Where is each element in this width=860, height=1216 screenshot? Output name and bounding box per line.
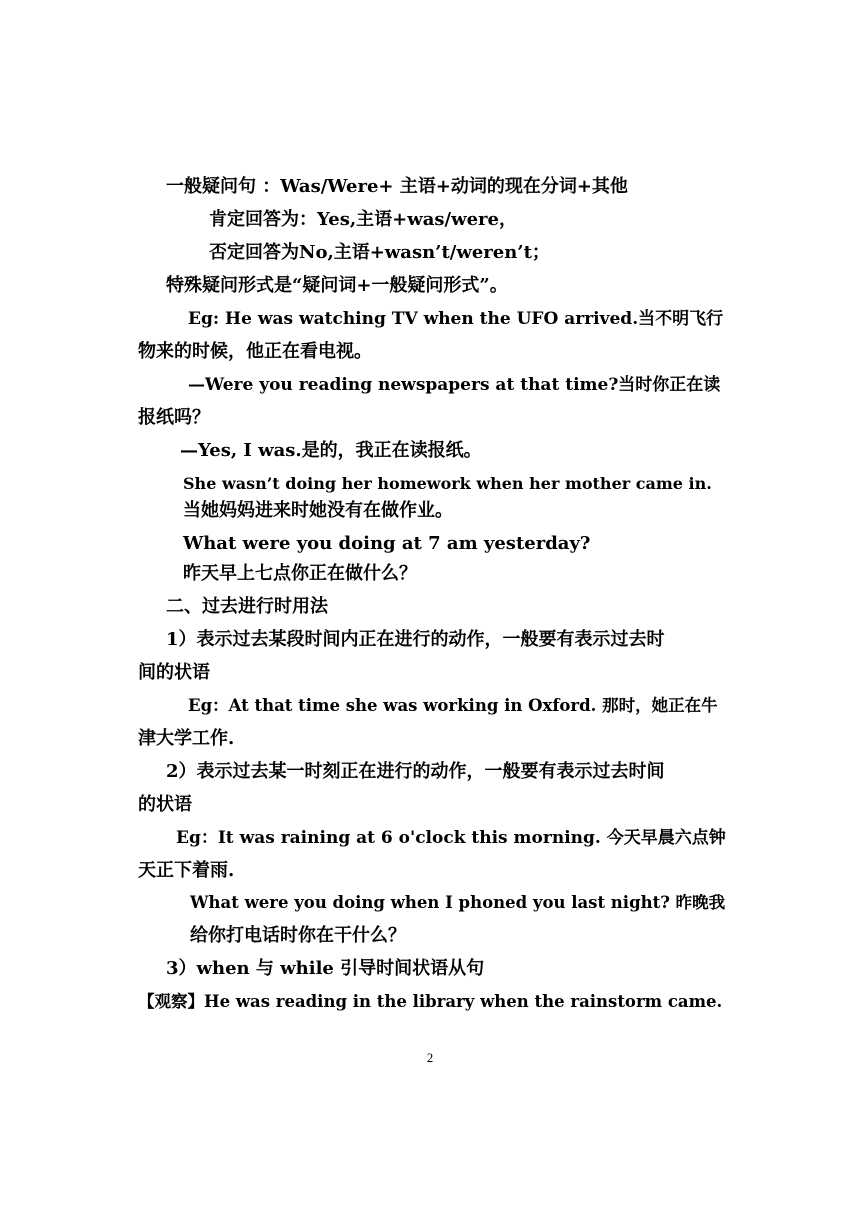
text-line: 当她妈妈进来时她没有在做作业。 bbox=[183, 500, 453, 521]
text-line: —Yes, I was.是的，我正在读报纸。 bbox=[180, 440, 482, 461]
text-line: 间的状语 bbox=[138, 662, 210, 683]
text-line: 给你打电话时你在干什么？ bbox=[190, 925, 406, 946]
text-line: 肯定回答为：Yes,主语+was/were， bbox=[209, 209, 517, 230]
text-line: 否定回答为No,主语+wasn’t/weren’t； bbox=[209, 242, 550, 263]
text-line: 的状语 bbox=[138, 794, 192, 815]
text-line: 2）表示过去某一时刻正在进行的动作，一般要有表示过去时间 bbox=[166, 761, 665, 782]
text-line: What were you doing when I phoned you last night? 昨晚我 bbox=[190, 893, 726, 912]
text-line: 津大学工作. bbox=[138, 728, 235, 749]
text-line: 1）表示过去某段时间内正在进行的动作，一般要有表示过去时 bbox=[166, 629, 665, 650]
text-line: —Were you reading newspapers at that time?当时你正在读 bbox=[188, 375, 721, 395]
text-line: 天正下着雨. bbox=[138, 860, 235, 881]
text-line: What were you doing at 7 am yesterday? bbox=[183, 533, 591, 554]
text-line: Eg: He was watching TV when the UFO arrived.当不明飞行 bbox=[188, 309, 724, 329]
page-number: 2 bbox=[426, 1050, 434, 1065]
text-line: Eg：It was raining at 6 o'clock this morning. 今天早晨六点钟 bbox=[176, 828, 726, 848]
text-line: Eg：At that time she was working in Oxford. 那时，她正在牛 bbox=[188, 696, 718, 715]
text-line: 物来的时候，他正在看电视。 bbox=[138, 341, 372, 362]
text-line: 特殊疑问形式是“疑问词+一般疑问形式”。 bbox=[166, 275, 508, 296]
text-line: 一般疑问句 ：Was/Were+ 主语+动词的现在分词+其他 bbox=[166, 176, 628, 197]
text-line: 3）when 与 while 引导时间状语从句 bbox=[166, 958, 485, 979]
text-line: 报纸吗？ bbox=[138, 407, 210, 428]
text-line: 【观察】He was reading in the library when the rainstorm came. bbox=[138, 992, 723, 1011]
text-line: 昨天早上七点你正在做什么？ bbox=[183, 563, 417, 584]
text-line: She wasn’t doing her homework when her mother came in. bbox=[183, 474, 712, 493]
section-heading: 二、过去进行时用法 bbox=[166, 596, 328, 617]
